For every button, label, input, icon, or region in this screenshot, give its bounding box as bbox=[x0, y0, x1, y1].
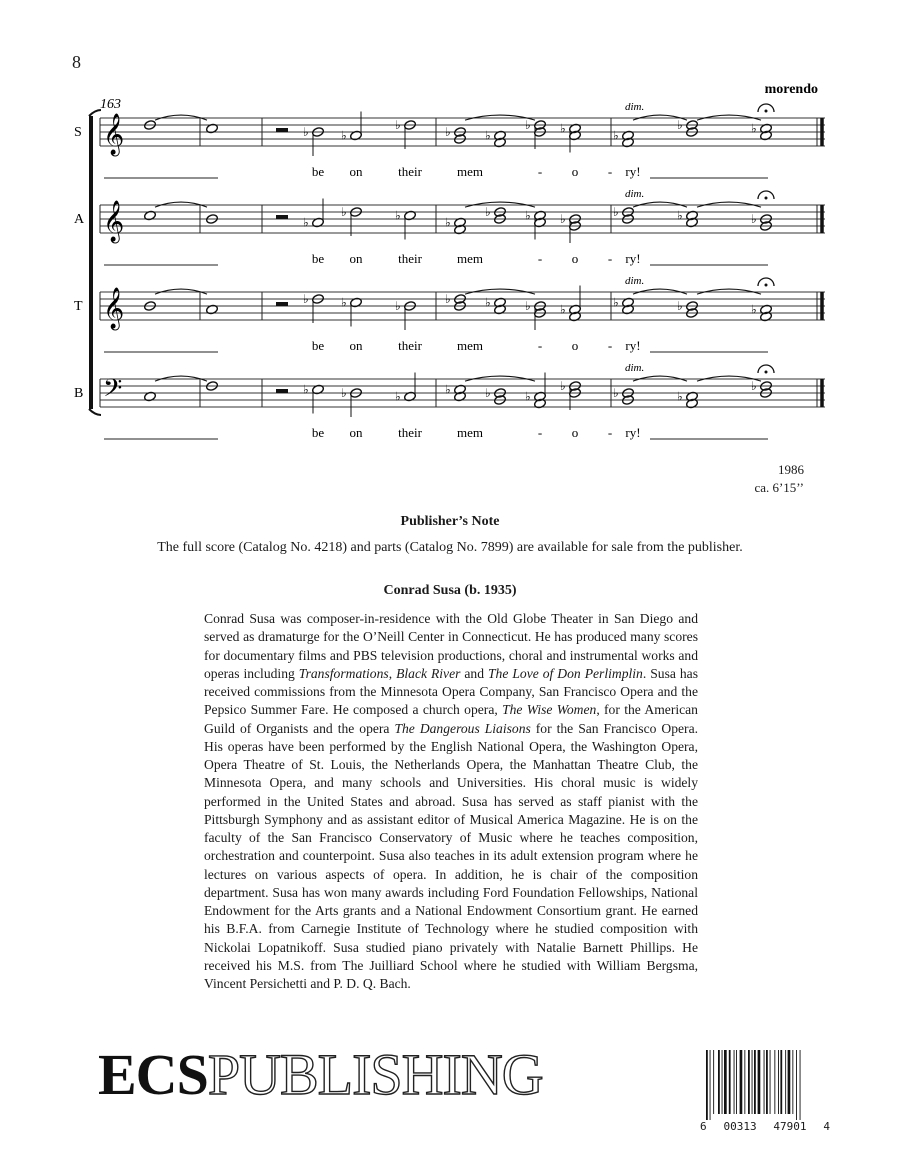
lyric-syllable: - bbox=[537, 164, 543, 179]
barcode-bar bbox=[736, 1050, 737, 1114]
barcode-bar bbox=[780, 1050, 782, 1114]
flat-sign: ♭ bbox=[303, 215, 309, 230]
page-number: 8 bbox=[72, 52, 81, 72]
lyric-syllable: mem bbox=[457, 251, 483, 266]
lyric-syllable: on bbox=[349, 338, 363, 353]
flat-sign: ♭ bbox=[560, 379, 566, 393]
flat-sign: ♭ bbox=[485, 205, 491, 219]
fermata-dot bbox=[765, 284, 768, 287]
barcode-bar bbox=[740, 1050, 743, 1114]
flat-sign: ♭ bbox=[525, 299, 531, 313]
flat-sign: ♭ bbox=[751, 121, 757, 136]
voice-label: T bbox=[74, 299, 83, 314]
barcode-bar bbox=[729, 1050, 731, 1114]
flat-sign: ♭ bbox=[395, 389, 401, 404]
lyric-syllable: their bbox=[398, 164, 422, 179]
lyric-syllable: - bbox=[537, 338, 543, 353]
flat-sign: ♭ bbox=[560, 302, 566, 317]
flat-sign: ♭ bbox=[485, 128, 491, 143]
flat-sign: ♭ bbox=[341, 386, 347, 400]
half-rest bbox=[276, 389, 288, 393]
flat-sign: ♭ bbox=[560, 212, 566, 226]
flat-sign: ♭ bbox=[751, 379, 757, 393]
flat-sign: ♭ bbox=[341, 295, 347, 310]
fermata-dot bbox=[765, 197, 768, 200]
lyric-syllable: be bbox=[311, 251, 325, 266]
treble-clef-icon: 𝄞 bbox=[103, 288, 125, 329]
publishers-note-title: Publisher’s Note bbox=[400, 514, 500, 529]
measure-number: 163 bbox=[100, 97, 121, 112]
half-rest bbox=[276, 128, 288, 132]
lyric-syllable: be bbox=[311, 338, 325, 353]
barcode bbox=[704, 1050, 832, 1120]
flat-sign: ♭ bbox=[677, 208, 683, 223]
duration: ca. 6’15’’ bbox=[754, 480, 804, 495]
half-rest bbox=[276, 302, 288, 306]
flat-sign: ♭ bbox=[613, 386, 619, 400]
barcode-bar bbox=[788, 1050, 791, 1114]
flat-sign: ♭ bbox=[445, 215, 451, 230]
lyric-syllable: o bbox=[571, 164, 579, 179]
lyric-syllable: on bbox=[349, 425, 363, 440]
flat-sign: ♭ bbox=[485, 295, 491, 310]
flat-sign: ♭ bbox=[395, 299, 401, 313]
flat-sign: ♭ bbox=[677, 389, 683, 404]
lyric-syllable: their bbox=[398, 425, 422, 440]
lyric-syllable: - bbox=[607, 251, 613, 266]
barcode-bar bbox=[734, 1050, 735, 1114]
barcode-bar bbox=[752, 1050, 753, 1114]
flat-sign: ♭ bbox=[303, 292, 309, 306]
dynamic-dim: dim. bbox=[625, 362, 645, 374]
treble-clef-icon: 𝄞 bbox=[103, 114, 125, 155]
lyric-syllable: o bbox=[571, 425, 579, 440]
treble-clef-icon: 𝄞 bbox=[103, 201, 125, 242]
dynamic-morendo: morendo bbox=[764, 82, 818, 97]
bracket-bottom-hook bbox=[89, 409, 101, 415]
flat-sign: ♭ bbox=[395, 208, 401, 223]
flat-sign: ♭ bbox=[677, 299, 683, 313]
flat-sign: ♭ bbox=[751, 302, 757, 317]
flat-sign: ♭ bbox=[395, 118, 401, 132]
barcode-bar bbox=[764, 1050, 765, 1114]
lyric-syllable: ry! bbox=[625, 251, 641, 266]
flat-sign: ♭ bbox=[485, 386, 491, 400]
flat-sign: ♭ bbox=[560, 121, 566, 136]
barcode-bar bbox=[758, 1050, 761, 1114]
composition-year: 1986 bbox=[778, 462, 804, 477]
flat-sign: ♭ bbox=[341, 128, 347, 143]
lyric-syllable: o bbox=[571, 338, 579, 353]
lyric-syllable: - bbox=[537, 251, 543, 266]
lyric-syllable: their bbox=[398, 338, 422, 353]
lyric-syllable: - bbox=[607, 164, 613, 179]
biography-text: Conrad Susa was composer-in-residence with the Old Globe Theater in San Diego and served as dramaturge for the O’Neill Center in Connecticut. He has produced many scores for documentary films and PBS television productions, choral and instrumental works and operas including Transformations, Black River and The Love of Don Perlimplin. Susa has received commissions from the Minnesota Opera Company, San Francisco Opera and the Pepsico Summer Fare. He composed a church opera, The Wise Women, for the American Guild of Organists and the opera The Dangerous Liaisons for the San Francisco Opera. His operas have been performed by the English National Opera, the Washington Opera, Opera Theatre of St. Louis, the Netherlands Opera, the Manhattan Theatre Club, the Minnesota Opera, and many schools and Universities. His choral music is widely performed in the United States and abroad. Susa has served as staff pianist with the Pittsburgh Symphony and as assistant editor of Musical America Magazine. He is on the faculty of the San Francisco Conservatory of Music where he teaches composition, orchestration and counterpoint. Susa also teaches in its adult extension program where he lectures on various aspects of opera. In addition, he is chair of the composition department. Susa has won many awards including Ford Foundation Fellowships, National Endowment for the Arts grants and a National Endowment Consortium grant. He earned his B.F.A. from Carnegie Institute of Technology where he studied composition with Nickolai Lopatnikoff. Susa studied piano privately with Natalie Barnett Phillips. He received his M.S. from The Juilliard School where he studied with William Bergsma, Vincent Persichetti and P. D. Q. Bach. bbox=[204, 611, 698, 991]
voice-label: B bbox=[74, 386, 84, 401]
flat-sign: ♭ bbox=[525, 208, 531, 223]
lyric-syllable: on bbox=[349, 251, 363, 266]
bass-clef-icon: 𝄢 bbox=[103, 374, 123, 409]
barcode-bar bbox=[718, 1050, 720, 1114]
half-rest bbox=[276, 215, 288, 219]
barcode-bar bbox=[754, 1050, 756, 1114]
lyric-syllable: ry! bbox=[625, 338, 641, 353]
barcode-bar bbox=[724, 1050, 727, 1114]
barcode-bar bbox=[770, 1050, 771, 1114]
lyric-syllable: be bbox=[311, 164, 325, 179]
barcode-bar bbox=[766, 1050, 768, 1114]
lyric-syllable: mem bbox=[457, 425, 483, 440]
barcode-bar bbox=[800, 1050, 801, 1120]
flat-sign: ♭ bbox=[341, 205, 347, 219]
lyric-syllable: - bbox=[537, 425, 543, 440]
barcode-bar bbox=[706, 1050, 708, 1120]
barcode-bar bbox=[778, 1050, 779, 1114]
ecs-publishing-logo: ECSPUBLISHING bbox=[98, 1042, 543, 1107]
flat-sign: ♭ bbox=[445, 292, 451, 306]
barcode-bar bbox=[748, 1050, 750, 1114]
fermata-dot bbox=[765, 371, 768, 374]
flat-sign: ♭ bbox=[613, 128, 619, 143]
lyric-syllable: - bbox=[607, 338, 613, 353]
voice-label: S bbox=[74, 125, 82, 140]
lyric-syllable: - bbox=[607, 425, 613, 440]
lyric-syllable: mem bbox=[457, 164, 483, 179]
lyric-syllable: on bbox=[349, 164, 363, 179]
lyric-syllable: mem bbox=[457, 338, 483, 353]
flat-sign: ♭ bbox=[445, 125, 451, 139]
lyric-syllable: ry! bbox=[625, 164, 641, 179]
dynamic-dim: dim. bbox=[625, 101, 645, 113]
barcode-bar bbox=[744, 1050, 745, 1114]
music-score bbox=[0, 0, 900, 460]
flat-sign: ♭ bbox=[677, 118, 683, 132]
barcode-digits: 6 00313 47901 4 bbox=[700, 1120, 830, 1133]
flat-sign: ♭ bbox=[303, 382, 309, 397]
barcode-bar bbox=[713, 1050, 714, 1114]
barcode-bar bbox=[710, 1050, 711, 1120]
barcode-bar bbox=[785, 1050, 786, 1114]
fermata-dot bbox=[765, 110, 768, 113]
flat-sign: ♭ bbox=[751, 212, 757, 226]
flat-sign: ♭ bbox=[525, 389, 531, 404]
voice-label: A bbox=[74, 212, 85, 227]
barcode-bar bbox=[792, 1050, 793, 1114]
barcode-bar bbox=[796, 1050, 797, 1120]
barcode-bar bbox=[774, 1050, 775, 1114]
lyric-syllable: o bbox=[571, 251, 579, 266]
dynamic-dim: dim. bbox=[625, 188, 645, 200]
lyric-syllable: their bbox=[398, 251, 422, 266]
publishers-note-text: The full score (Catalog No. 4218) and parts (Catalog No. 7899) are available for sale from the publisher. bbox=[157, 540, 743, 555]
biography-title: Conrad Susa (b. 1935) bbox=[383, 583, 517, 598]
dynamic-dim: dim. bbox=[625, 275, 645, 287]
lyric-syllable: be bbox=[311, 425, 325, 440]
lyric-syllable: ry! bbox=[625, 425, 641, 440]
flat-sign: ♭ bbox=[525, 118, 531, 132]
flat-sign: ♭ bbox=[445, 382, 451, 397]
flat-sign: ♭ bbox=[613, 205, 619, 219]
flat-sign: ♭ bbox=[303, 125, 309, 139]
flat-sign: ♭ bbox=[613, 295, 619, 310]
barcode-bar bbox=[722, 1050, 723, 1114]
